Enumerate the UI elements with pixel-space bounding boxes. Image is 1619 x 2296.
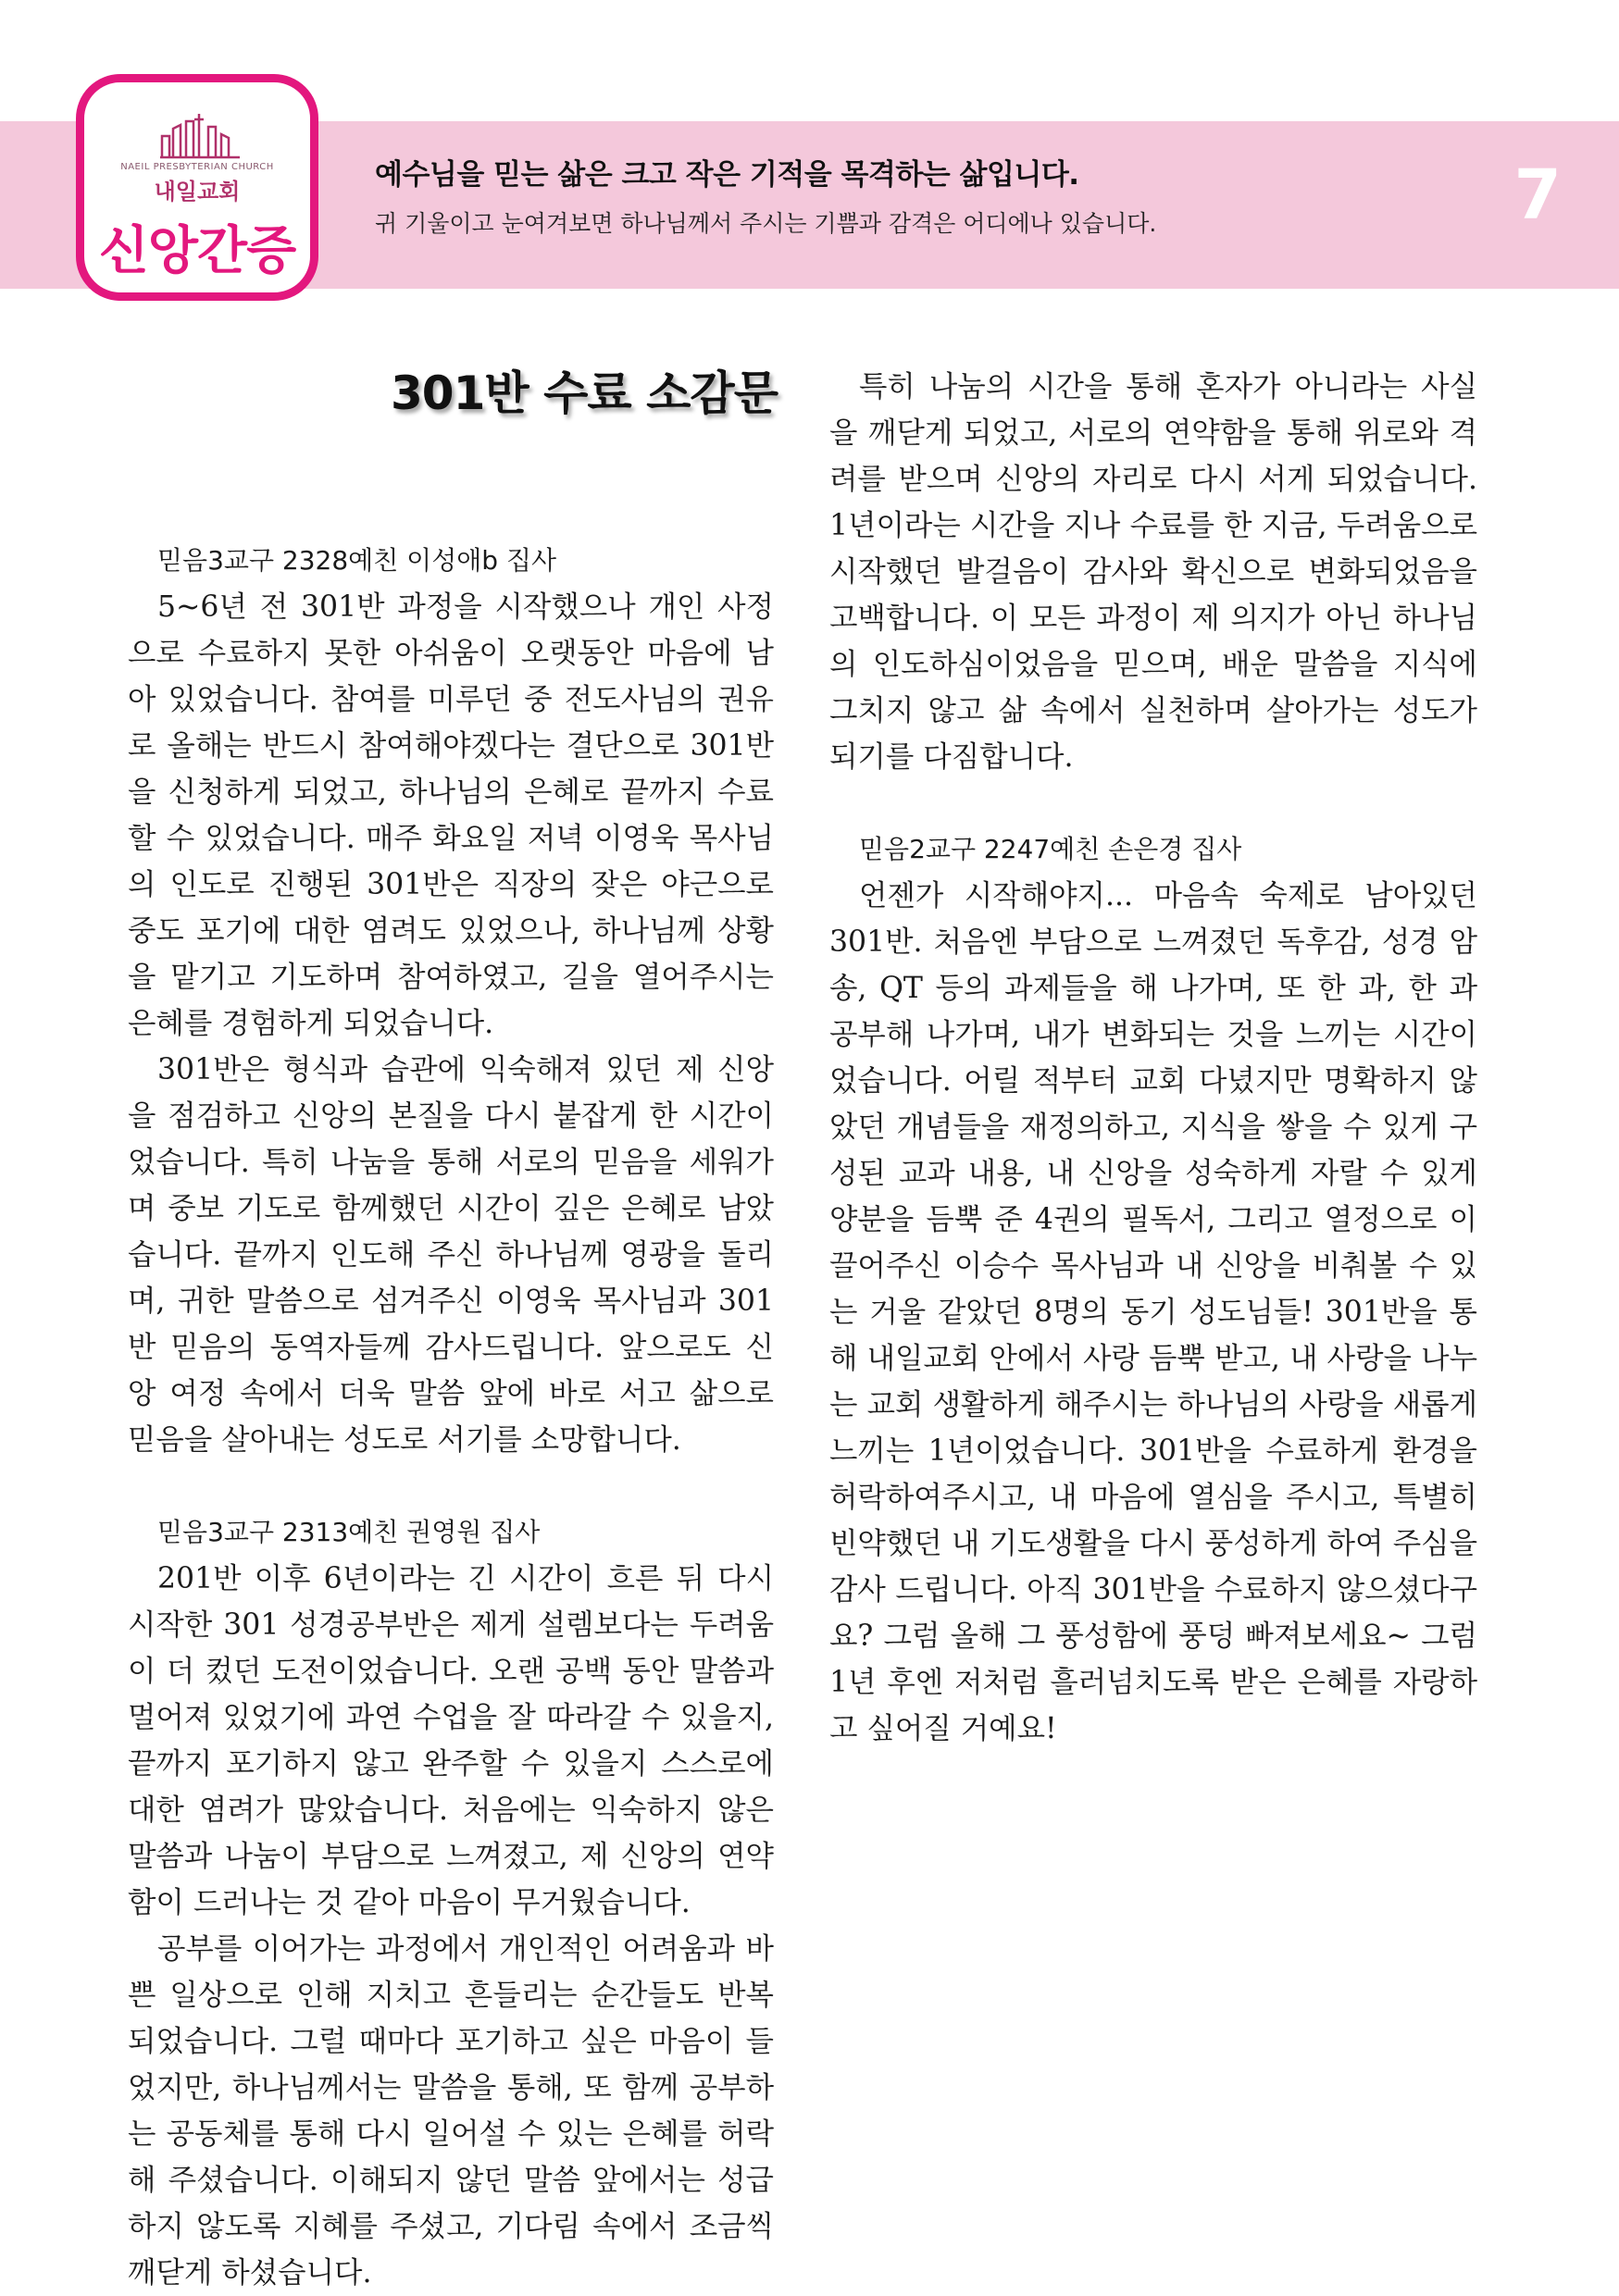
section-badge [76, 74, 318, 301]
church-name: 내일교회 [154, 179, 241, 205]
page-number: 7 [1513, 155, 1562, 235]
church-logo-icon [158, 108, 242, 160]
testimony-paragraph: 특히 나눔의 시간을 통해 혼자가 아니라는 사실을 깨닫게 되었고, 서로의 연약함을 통해 위로와 격려를 받으며 신앙의 자리로 다시 서게 되었습니다. 1년이라는 시간을 지나 수료를 한 지금, 두려움으로 시작했던 발걸음이 감사와 확신으로 변화되었음을 고백합니다. 이 모든 과정이 제 의지가 아닌 하나님의 인도하심이었음을 믿으며, 배운 말씀을 지식에 그치지 않고 삶 속에서 실천하며 살아가는 성도가 되기를 다짐합니다. [829, 370, 1477, 774]
article-title: 301반 수료 소감문 [391, 366, 778, 420]
testimony-byline: 믿음2교구 2247예친 손은경 집사 [859, 834, 1242, 864]
testimony-paragraph: 201반 이후 6년이라는 긴 시간이 흐른 뒤 다시 시작한 301 성경공부반은 제게 설렘보다는 두려움이 더 컸던 도전이었습니다. 오랜 공백 동안 말씀과 멀어져 있었기에 과연 수업을 잘 따라갈 수 있을지, 끝까지 포기하지 않고 완주할 수 있을지 스스로에 대한 염려가 많았습니다. 처음에는 익숙하지 않은 말씀과 나눔이 부담으로 느껴졌고, 제 신앙의 연약함이 드러나는 것 같아 마음이 무거웠습니다. [128, 1562, 774, 1919]
banner-subline: 귀 기울이고 눈여겨보면 하나님께서 주시는 기쁨과 감격은 어디에나 있습니다. [375, 210, 1157, 237]
testimony-byline: 믿음3교구 2328예친 이성애b 집사 [157, 545, 557, 576]
church-name-english: NAEIL PRESBYTERIAN CHURCH [120, 162, 274, 172]
section-title: 신앙간증 [98, 221, 296, 281]
testimony-paragraph: 301반은 형식과 습관에 익숙해져 있던 제 신앙을 점검하고 신앙의 본질을 다시 붙잡게 한 시간이었습니다. 특히 나눔을 통해 서로의 믿음을 세워가며 중보 기도로 함께했던 시간이 깊은 은혜로 남았습니다. 끝까지 인도해 주신 하나님께 영광을 돌리며, 귀한 말씀으로 섬겨주신 이영욱 목사님과 301반 믿음의 동역자들께 감사드립니다. 앞으로도 신앙 여정 속에서 더욱 말씀 앞에 바로 서고 삶으로 믿음을 살아내는 성도로 서기를 소망합니다. [128, 1053, 774, 1457]
right-column [829, 364, 1477, 1752]
testimony-byline: 믿음3교구 2313예친 권영원 집사 [157, 1517, 541, 1547]
section-spacer [829, 780, 1477, 826]
left-column [128, 538, 774, 2296]
section-spacer [128, 1463, 774, 1509]
testimony-paragraph: 공부를 이어가는 과정에서 개인적인 어려움과 바쁜 일상으로 인해 지치고 흔들리는 순간들도 반복되었습니다. 그럴 때마다 포기하고 싶은 마음이 들었지만, 하나님께서는 말씀을 통해, 또 함께 공부하는 공동체를 통해 다시 일어설 수 있는 은혜를 허락해 주셨습니다. 이해되지 않던 말씀 앞에서는 성급하지 않도록 지혜를 주셨고, 기다림 속에서 조금씩 깨닫게 하셨습니다. [128, 1932, 774, 2290]
testimony-paragraph: 언젠가 시작해야지... 마음속 숙제로 남아있던 301반. 처음엔 부담으로 느껴졌던 독후감, 성경 암송, QT 등의 과제들을 해 나가며, 또 한 과, 한 과 공부해 나가며, 내가 변화되는 것을 느끼는 시간이었습니다. 어릴 적부터 교회 다녔지만 명확하지 않았던 개념들을 재정의하고, 지식을 쌓을 수 있게 구성된 교과 내용, 내 신앙을 성숙하게 자랄 수 있게 양분을 듬뿍 준 4권의 필독서, 그리고 열정으로 이끌어주신 이승수 목사님과 내 신앙을 비춰볼 수 있는 거울 같았던 8명의 동기 성도님들! 301반을 통해 내일교회 안에서 사랑 듬뿍 받고, 내 사랑을 나누는 교회 생활하게 해주시는 하나님의 사랑을 새롭게 느끼는 1년이었습니다. 301반을 수료하게 환경을 허락하여주시고, 내 마음에 열심을 주시고, 특별히 빈약했던 내 기도생활을 다시 풍성하게 하여 주심을 감사 드립니다. 아직 301반을 수료하지 않으셨다구요? 그럼 올해 그 풍성함에 풍덩 빠져보세요~ 그럼 1년 후엔 저처럼 흘러넘치도록 받은 은혜를 자랑하고 싶어질 거예요! [829, 879, 1477, 1745]
testimony-paragraph: 5~6년 전 301반 과정을 시작했으나 개인 사정으로 수료하지 못한 아쉬움이 오랫동안 마음에 남아 있었습니다. 참여를 미루던 중 전도사님의 권유로 올해는 반드시 참여해야겠다는 결단으로 301반을 신청하게 되었고, 하나님의 은혜로 끝까지 수료할 수 있었습니다. 매주 화요일 저녁 이영욱 목사님의 인도로 진행된 301반은 직장의 잦은 야근으로 중도 포기에 대한 염려도 있었으나, 하나님께 상황을 맡기고 기도하며 참여하였고, 길을 열어주시는 은혜를 경험하게 되었습니다. [128, 590, 774, 1040]
banner-headline: 예수님을 믿는 삶은 크고 작은 기적을 목격하는 삶입니다. [375, 158, 1079, 192]
